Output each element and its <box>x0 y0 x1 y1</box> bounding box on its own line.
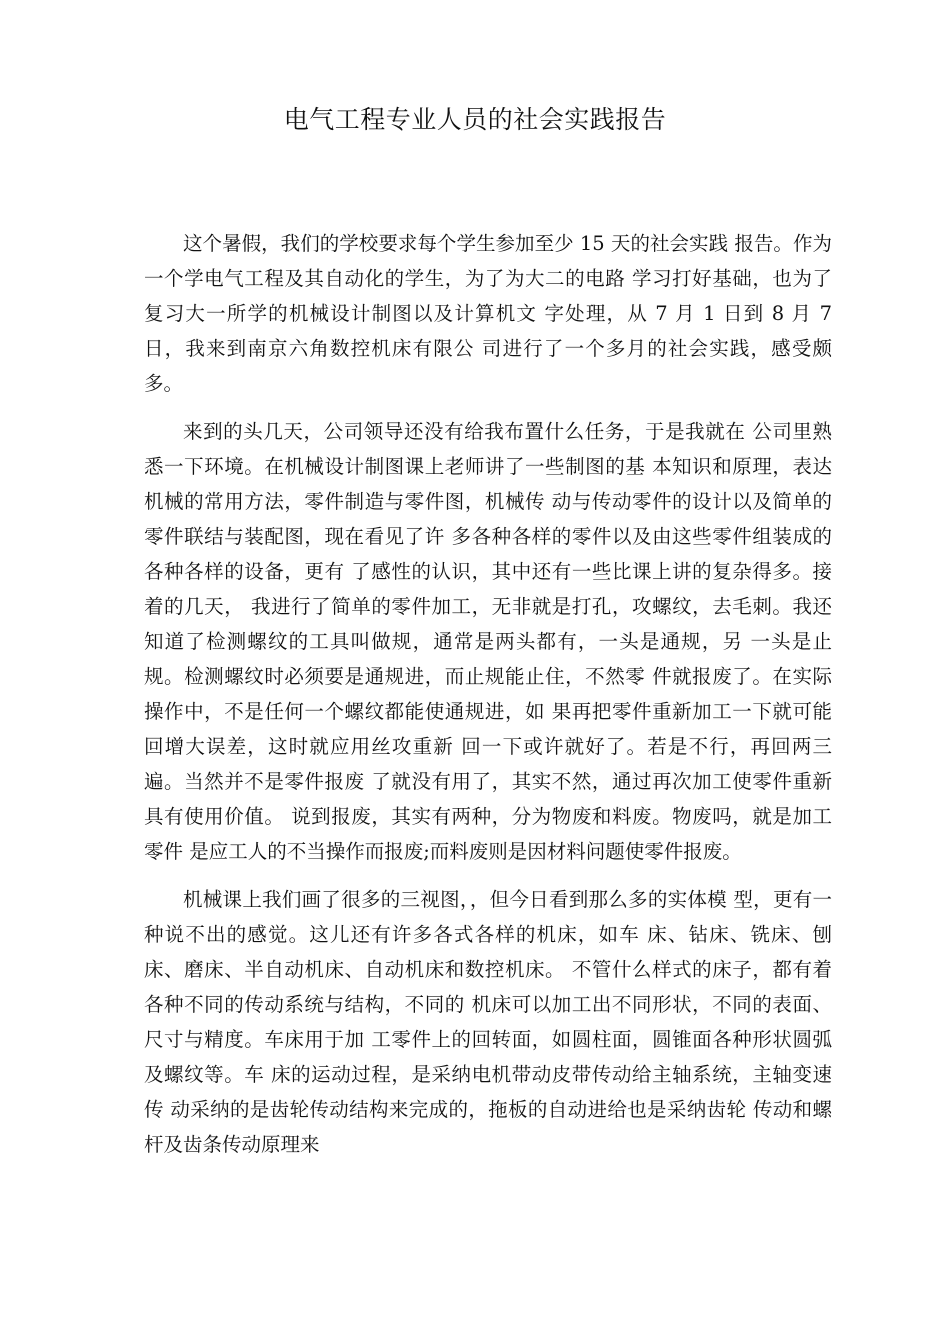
paragraph-1: 这个暑假，我们的学校要求每个学生参加至少 15 天的社会实践 报告。作为一个学电气工程及其自动化的学生，为了为大二的电路 学习打好基础，也为了复习大一所学的机械设计制图以及计算机文 字处理，从 7 月 1 日到 8 月 7 日，我来到南京六角数控机床有限公 司进行了一个多月的社会实践，感受颇多。 <box>144 232 832 395</box>
paragraph-2: 来到的头几天，公司领导还没有给我布置什么任务，于是我就在 公司里熟悉一下环境。在机械设计制图课上老师讲了一些制图的基 本知识和原理，表达机械的常用方法，零件制造与零件图，机械传 动与传动零件的设计以及简单的零件联结与装配图，现在看见了许 多各种各样的零件以及由这些零件组装成的各种各样的设备，更有 了感性的认识，其中还有一些比课上讲的复杂得多。接着的几天， 我进行了简单的零件加工，无非就是打孔，攻螺纹，去毛刺。我还 知道了检测螺纹的工具叫做规，通常是两头都有，一头是通规，另 一头是止规。检测螺纹时必须要是通规进，而止规能止住，不然零 件就报废了。在实际操作中，不是任何一个螺纹都能使通规进，如 果再把零件重新加工一下就可能回增大误差，这时就应用丝攻重新 回一下或许就好了。若是不行，再回两三遍。当然并不是零件报废 了就没有用了，其实不然，通过再次加工使零件重新具有使用价值。 说到报废，其实有两种，分为物废和料废。物废吗，就是加工零件 是应工人的不当操作而报废;而料废则是因材料问题使零件报废。 <box>144 420 832 863</box>
document-title: 电气工程专业人员的社会实践报告 <box>283 105 667 134</box>
paragraph-3: 机械课上我们画了很多的三视图，，但今日看到那么多的实体模 型，更有一种说不出的感觉。这儿还有许多各式各样的机床，如车 床、钻床、铣床、刨床、磨床、半自动机床、自动机床和数控机床。 不管什么样式的床子，都有着各种不同的传动系统与结构，不同的 机床可以加工出不同形状，不同的表面、尺寸与精度。车床用于加 工零件上的回转面，如圆柱面，圆锥面各种形状圆弧及螺纹等。车 床的运动过程，是采纳电机带动皮带传动给主轴系统，主轴变速传 动采纳的是齿轮传动结构来完成的，拖板的自动进给也是采纳齿轮 传动和螺杆及齿条传动原理来 <box>144 888 832 1156</box>
document-body <box>144 226 832 1175</box>
